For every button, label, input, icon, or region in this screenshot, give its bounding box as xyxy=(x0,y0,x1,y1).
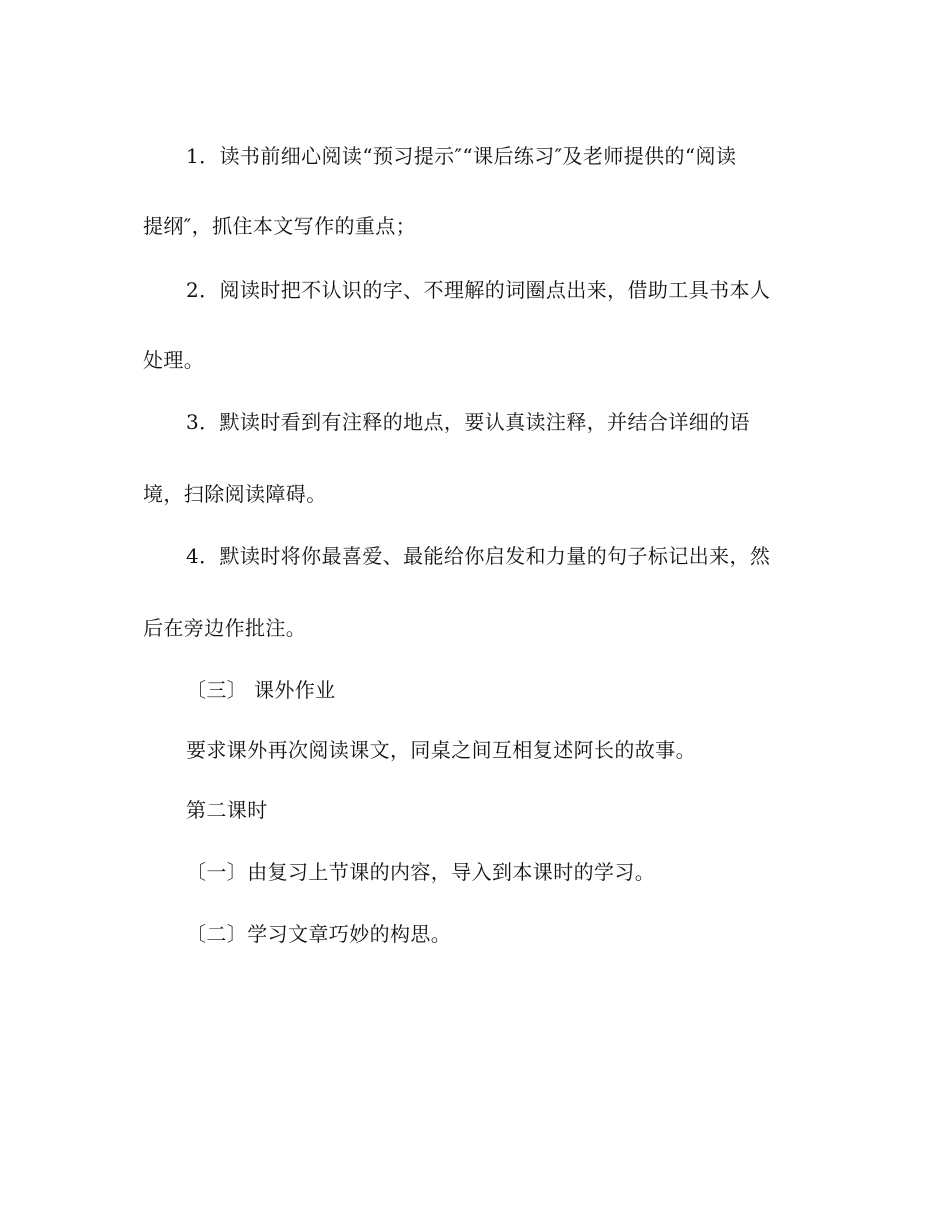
homework-text: 要求课外再次阅读课文，同桌之间互相复述阿长的故事。 xyxy=(186,738,696,762)
lesson-step-2: 〔二〕学习文章巧妙的构思。 xyxy=(186,922,452,946)
item-4-line-2: 后在旁边作批注。 xyxy=(143,616,307,640)
item-3-line-2: 境，扫除阅读障碍。 xyxy=(143,482,327,506)
item-2-line-1: 2．阅读时把不认识的字、不理解的词圈点出来，借助工具书本人 xyxy=(186,278,771,302)
second-lesson-heading: 第二课时 xyxy=(186,798,268,822)
lesson-step-1: 〔一〕由复习上节课的内容，导入到本课时的学习。 xyxy=(186,860,656,884)
item-1-line-1: 1．读书前细心阅读“预习提示″“课后练习″及老师提供的“阅读 xyxy=(186,144,737,168)
section-homework-heading: 〔三〕 课外作业 xyxy=(186,678,336,702)
item-4-line-1: 4．默读时将你最喜爱、最能给你启发和力量的句子标记出来，然 xyxy=(186,544,771,568)
item-1-line-2: 提纲″，抓住本文写作的重点； xyxy=(143,214,417,238)
item-2-line-2: 处理。 xyxy=(143,348,205,372)
item-3-line-1: 3．默读时看到有注释的地点，要认真读注释，并结合详细的语 xyxy=(186,410,750,434)
